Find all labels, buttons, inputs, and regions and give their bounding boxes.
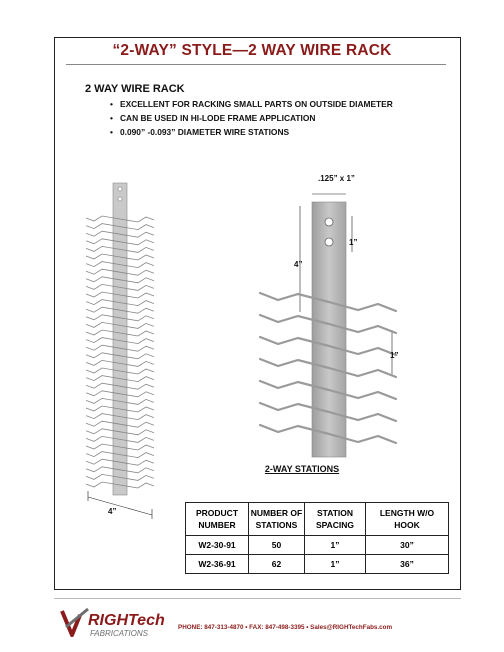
feature-list (110, 97, 393, 139)
title-divider (66, 64, 446, 65)
station-spacing-label: 1” (390, 351, 399, 360)
hole-spacing-label: 1” (349, 238, 358, 247)
feature-item: • EXCELLENT FOR RACKING SMALL PARTS ON OUTSIDE DIAMETER (110, 97, 393, 111)
logo-mark-icon (58, 605, 178, 641)
stations-caption (0, 459, 504, 477)
table-header-row (186, 503, 449, 536)
footer-divider (54, 598, 461, 599)
company-logo (58, 605, 178, 646)
bar-size-label: .125” x 1” (318, 174, 355, 183)
feature-item: • CAN BE USED IN HI-LODE FRAME APPLICATION (110, 111, 393, 125)
width-dimension-label: 4” (108, 507, 117, 516)
table-cell: 36” (366, 555, 449, 574)
table-cell: W2-30-91 (186, 536, 249, 555)
table-cell: 1” (305, 555, 366, 574)
contact-info: PHONE: 847-313-4870 • FAX: 847-498-3395 • Sales@RIGHTechFabs.com (178, 624, 393, 631)
feature-item: • 0.090” -0.093” DIAMETER WIRE STATIONS (110, 125, 393, 139)
rack-hole (118, 187, 122, 191)
closeup-hole (325, 218, 333, 226)
top-length-label: 4” (294, 260, 303, 269)
header-product: PRODUCT NUMBER (186, 503, 249, 536)
header-spacing: STATION SPACING (305, 503, 366, 536)
table-cell: 50 (249, 536, 305, 555)
table-cell: 1” (305, 536, 366, 555)
table-row (186, 536, 449, 555)
stations-caption-text: 2-WAY STATIONS (264, 464, 340, 474)
header-length: LENGTH W/O HOOK (366, 503, 449, 536)
header-stations: NUMBER OF STATIONS (249, 503, 305, 536)
section-heading: 2 WAY WIRE RACK (85, 83, 185, 95)
logo-subtext: FABRICATIONS (90, 629, 148, 638)
table-cell: W2-36-91 (186, 555, 249, 574)
table-cell: 30” (366, 536, 449, 555)
logo-text: RIGHTech (88, 612, 165, 629)
table-row (186, 555, 449, 574)
closeup-hole (325, 238, 333, 246)
table-cell: 62 (249, 555, 305, 574)
page-title: “2-WAY” STYLE—2 WAY WIRE RACK (112, 42, 392, 59)
width-dimension-line (88, 497, 152, 515)
station-closeup-illustration (240, 190, 420, 460)
rack-hole (118, 197, 122, 201)
product-table (185, 502, 449, 574)
